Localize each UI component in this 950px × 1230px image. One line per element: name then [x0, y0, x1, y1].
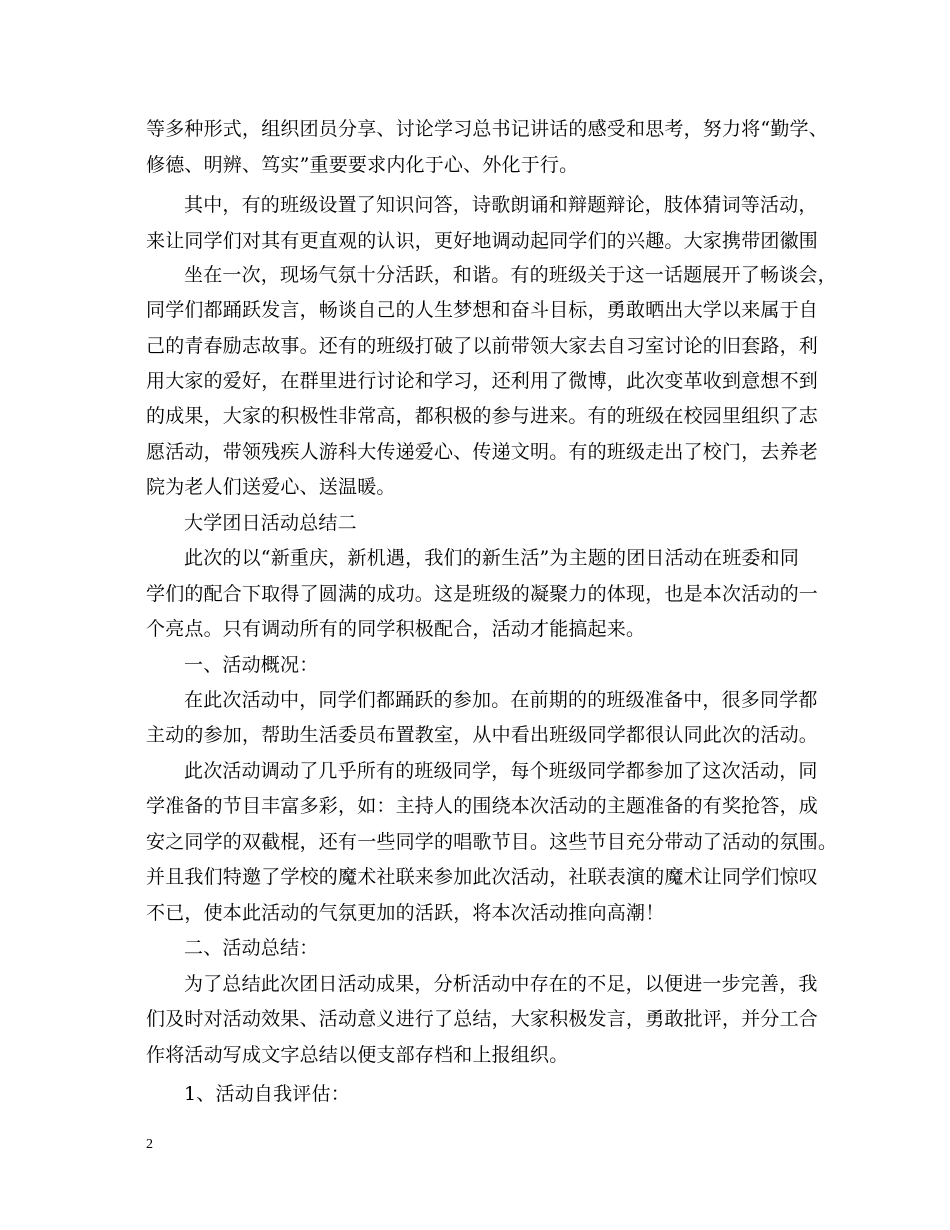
section-heading: 大学团日活动总结二 [184, 512, 357, 534]
text-line: 不已，使本此活动的气氛更加的活跃，将本次活动推向高潮！ [146, 902, 665, 924]
text-line: 来让同学们对其有更直观的认识，更好地调动起同学们的兴趣。大家携带团徽围 [146, 230, 819, 252]
paragraph-first-line: 其中，有的班级设置了知识问答，诗歌朗诵和辩题辩论，肢体猜词等活动， [184, 194, 818, 216]
text-line: 己的青春励志故事。还有的班级打破了以前带领大家去自习室讨论的旧套路，利 [146, 335, 819, 357]
text-line: 同学们都踊跃发言，畅谈自己的人生梦想和奋斗目标，勇敢晒出大学以来属于自 [146, 299, 819, 321]
text-line: 愿活动，带领残疾人游科大传递爱心、传递文明。有的班级走出了校门，去养老 [146, 441, 819, 463]
text-line: 坐在一次，现场气氛十分活跃，和谐。有的班级关于这一话题展开了畅谈会， [184, 264, 837, 286]
subsection-heading: 1、活动自我评估： [184, 1083, 350, 1105]
text-line: 用大家的爱好，在群里进行讨论和学习，还利用了微博，此次变革收到意想不到 [146, 370, 819, 392]
text-line: 学准备的节目丰富多彩，如：主持人的围绕本次活动的主题准备的有奖抢答，成 [146, 795, 819, 817]
text-line: 并且我们特邀了学校的魔术社联来参加此次活动，社联表演的魔术让同学们惊叹 [146, 866, 819, 888]
text-line: 等多种形式，组织团员分享、讨论学习总书记讲话的感受和思考，努力将“勤学、 [146, 118, 828, 140]
text-line: 学们的配合下取得了圆满的成功。这是班级的凝聚力的体现，也是本次活动的一 [146, 583, 819, 605]
text-line: 的成果，大家的积极性非常高，都积极的参与进来。有的班级在校园里组织了志 [146, 405, 819, 427]
subsection-heading: 一、活动概况： [184, 654, 319, 676]
text-line: 院为老人们送爱心、送温暖。 [146, 476, 396, 498]
text-line: 主动的参加，帮助生活委员布置教室，从中看出班级同学都很认同此次的活动。 [146, 724, 819, 746]
text-line: 修德、明辨、笃实”重要要求内化于心、外化于行。 [146, 154, 579, 176]
paragraph-first-line: 在此次活动中，同学们都踊跃的参加。在前期的的班级准备中，很多同学都 [184, 689, 818, 711]
paragraph-first-line: 为了总结此次团日活动成果，分析活动中存在的不足，以便进一步完善，我 [184, 973, 818, 995]
text-line: 安之同学的双截棍，还有一些同学的唱歌节目。这些节目充分带动了活动的氛围。 [146, 831, 838, 853]
paragraph-first-line: 此次的以“新重庆，新机遇，我们的新生活”为主题的团日活动在班委和同 [184, 547, 800, 569]
text-line: 们及时对活动效果、活动意义进行了总结，大家积极发言，勇敢批评，并分工合 [146, 1008, 819, 1030]
text-line: 个亮点。只有调动所有的同学积极配合，活动才能搞起来。 [146, 618, 646, 640]
text-line: 作将活动写成文字总结以便支部存档和上报组织。 [146, 1044, 569, 1066]
paragraph-first-line: 此次活动调动了几乎所有的班级同学，每个班级同学都参加了这次活动，同 [184, 760, 818, 782]
subsection-heading: 二、活动总结： [184, 937, 319, 959]
page-number: 2 [146, 1137, 153, 1152]
